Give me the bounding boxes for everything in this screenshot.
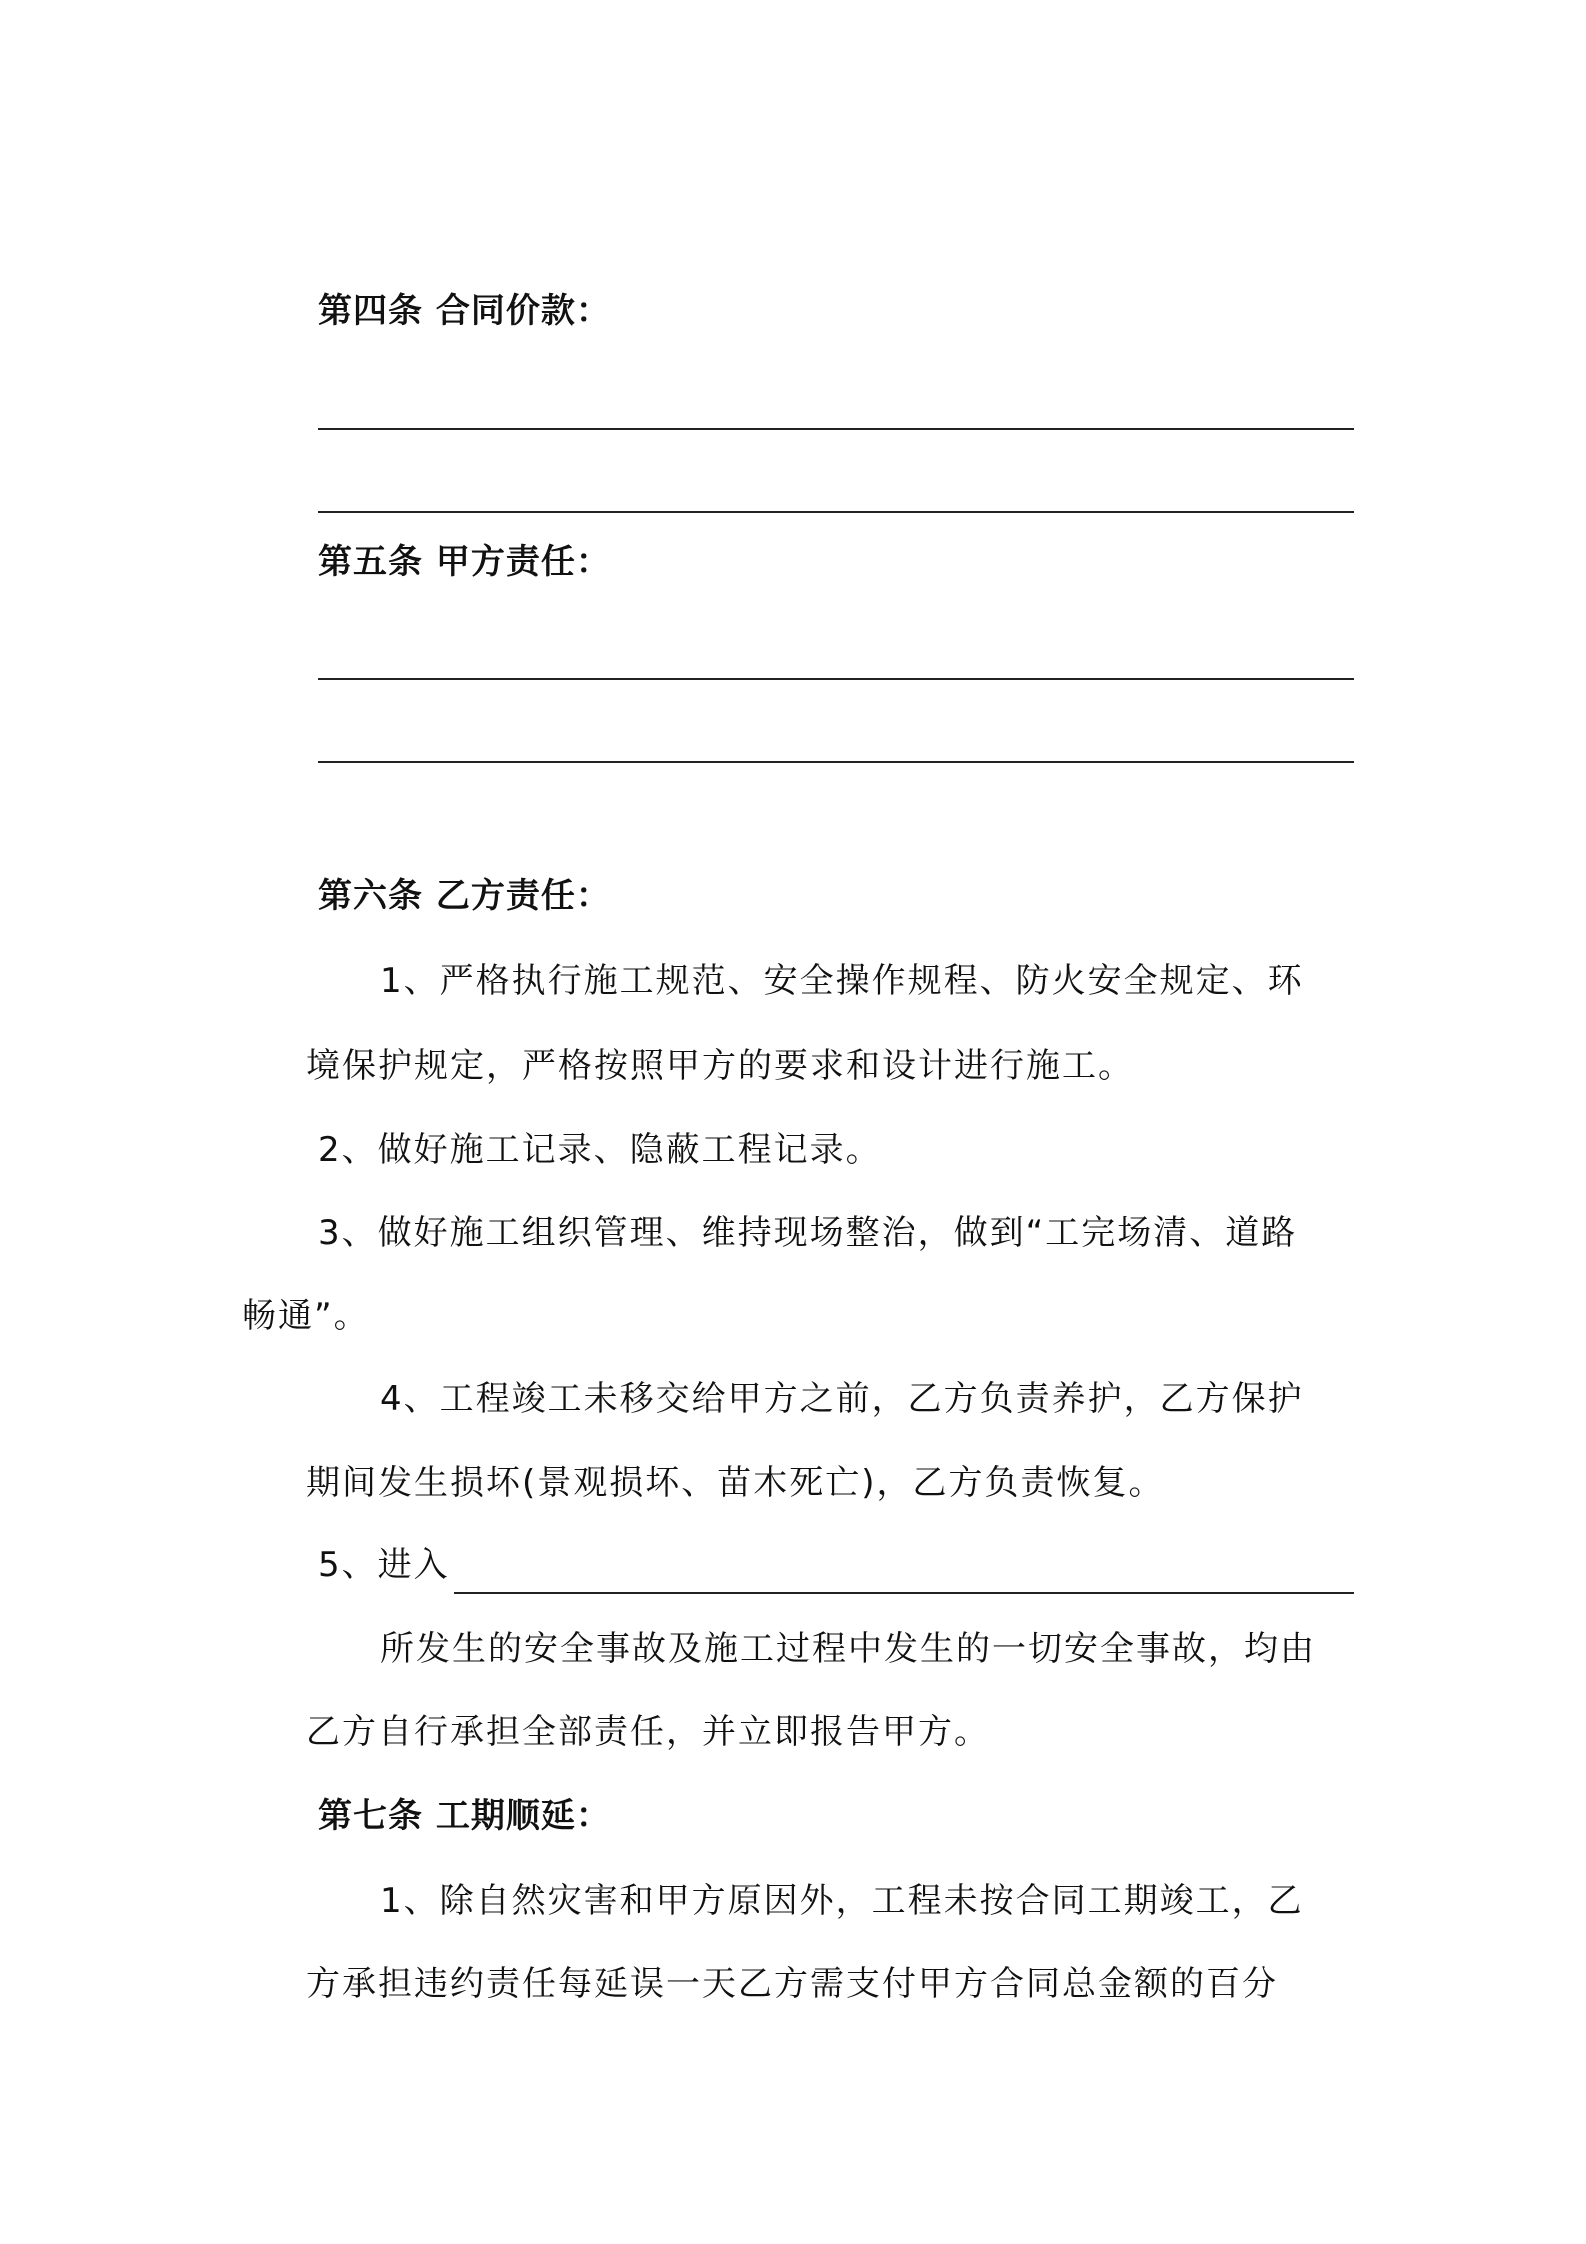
article-6-item-5-blank xyxy=(454,1592,1354,1594)
article-6-item-3-line-1: 3、做好施工组织管理、维持现场整治，做到“工完场清、道路 xyxy=(318,1213,1298,1253)
article-5-blank-line-2 xyxy=(318,761,1354,763)
article-6-item-4-line-2: 期间发生损坏(景观损坏、苗木死亡)，乙方负责恢复。 xyxy=(306,1463,1165,1503)
article-4-blank-line-2 xyxy=(318,511,1354,513)
article-5-heading: 第五条 甲方责任： xyxy=(318,542,611,582)
article-7-item-1-line-2: 方承担违约责任每延误一天乙方需支付甲方合同总金额的百分 xyxy=(306,1964,1278,2004)
article-6-item-2: 2、做好施工记录、隐蔽工程记录。 xyxy=(318,1130,882,1170)
article-5-blank-line-1 xyxy=(318,678,1354,680)
article-6-item-4-line-1: 4、工程竣工未移交给甲方之前，乙方负责养护，乙方保护 xyxy=(380,1379,1304,1419)
article-6-item-5-line-3: 乙方自行承担全部责任，并立即报告甲方。 xyxy=(306,1712,990,1752)
article-6-item-5-prefix: 5、进入 xyxy=(318,1545,450,1585)
article-6-heading: 第六条 乙方责任： xyxy=(318,876,611,916)
article-6-item-5-line-2: 所发生的安全事故及施工过程中发生的一切安全事故，均由 xyxy=(380,1629,1316,1669)
article-4-heading: 第四条 合同价款： xyxy=(318,291,611,331)
article-7-item-1-line-1: 1、除自然灾害和甲方原因外，工程未按合同工期竣工，乙 xyxy=(380,1881,1304,1921)
article-6-item-3-line-2: 畅通”。 xyxy=(242,1296,370,1336)
article-6-item-1-line-2: 境保护规定，严格按照甲方的要求和设计进行施工。 xyxy=(306,1046,1134,1086)
article-7-heading: 第七条 工期顺延： xyxy=(318,1796,611,1836)
article-6-item-1-line-1: 1、严格执行施工规范、安全操作规程、防火安全规定、环 xyxy=(380,961,1304,1001)
article-4-blank-line-1 xyxy=(318,428,1354,430)
